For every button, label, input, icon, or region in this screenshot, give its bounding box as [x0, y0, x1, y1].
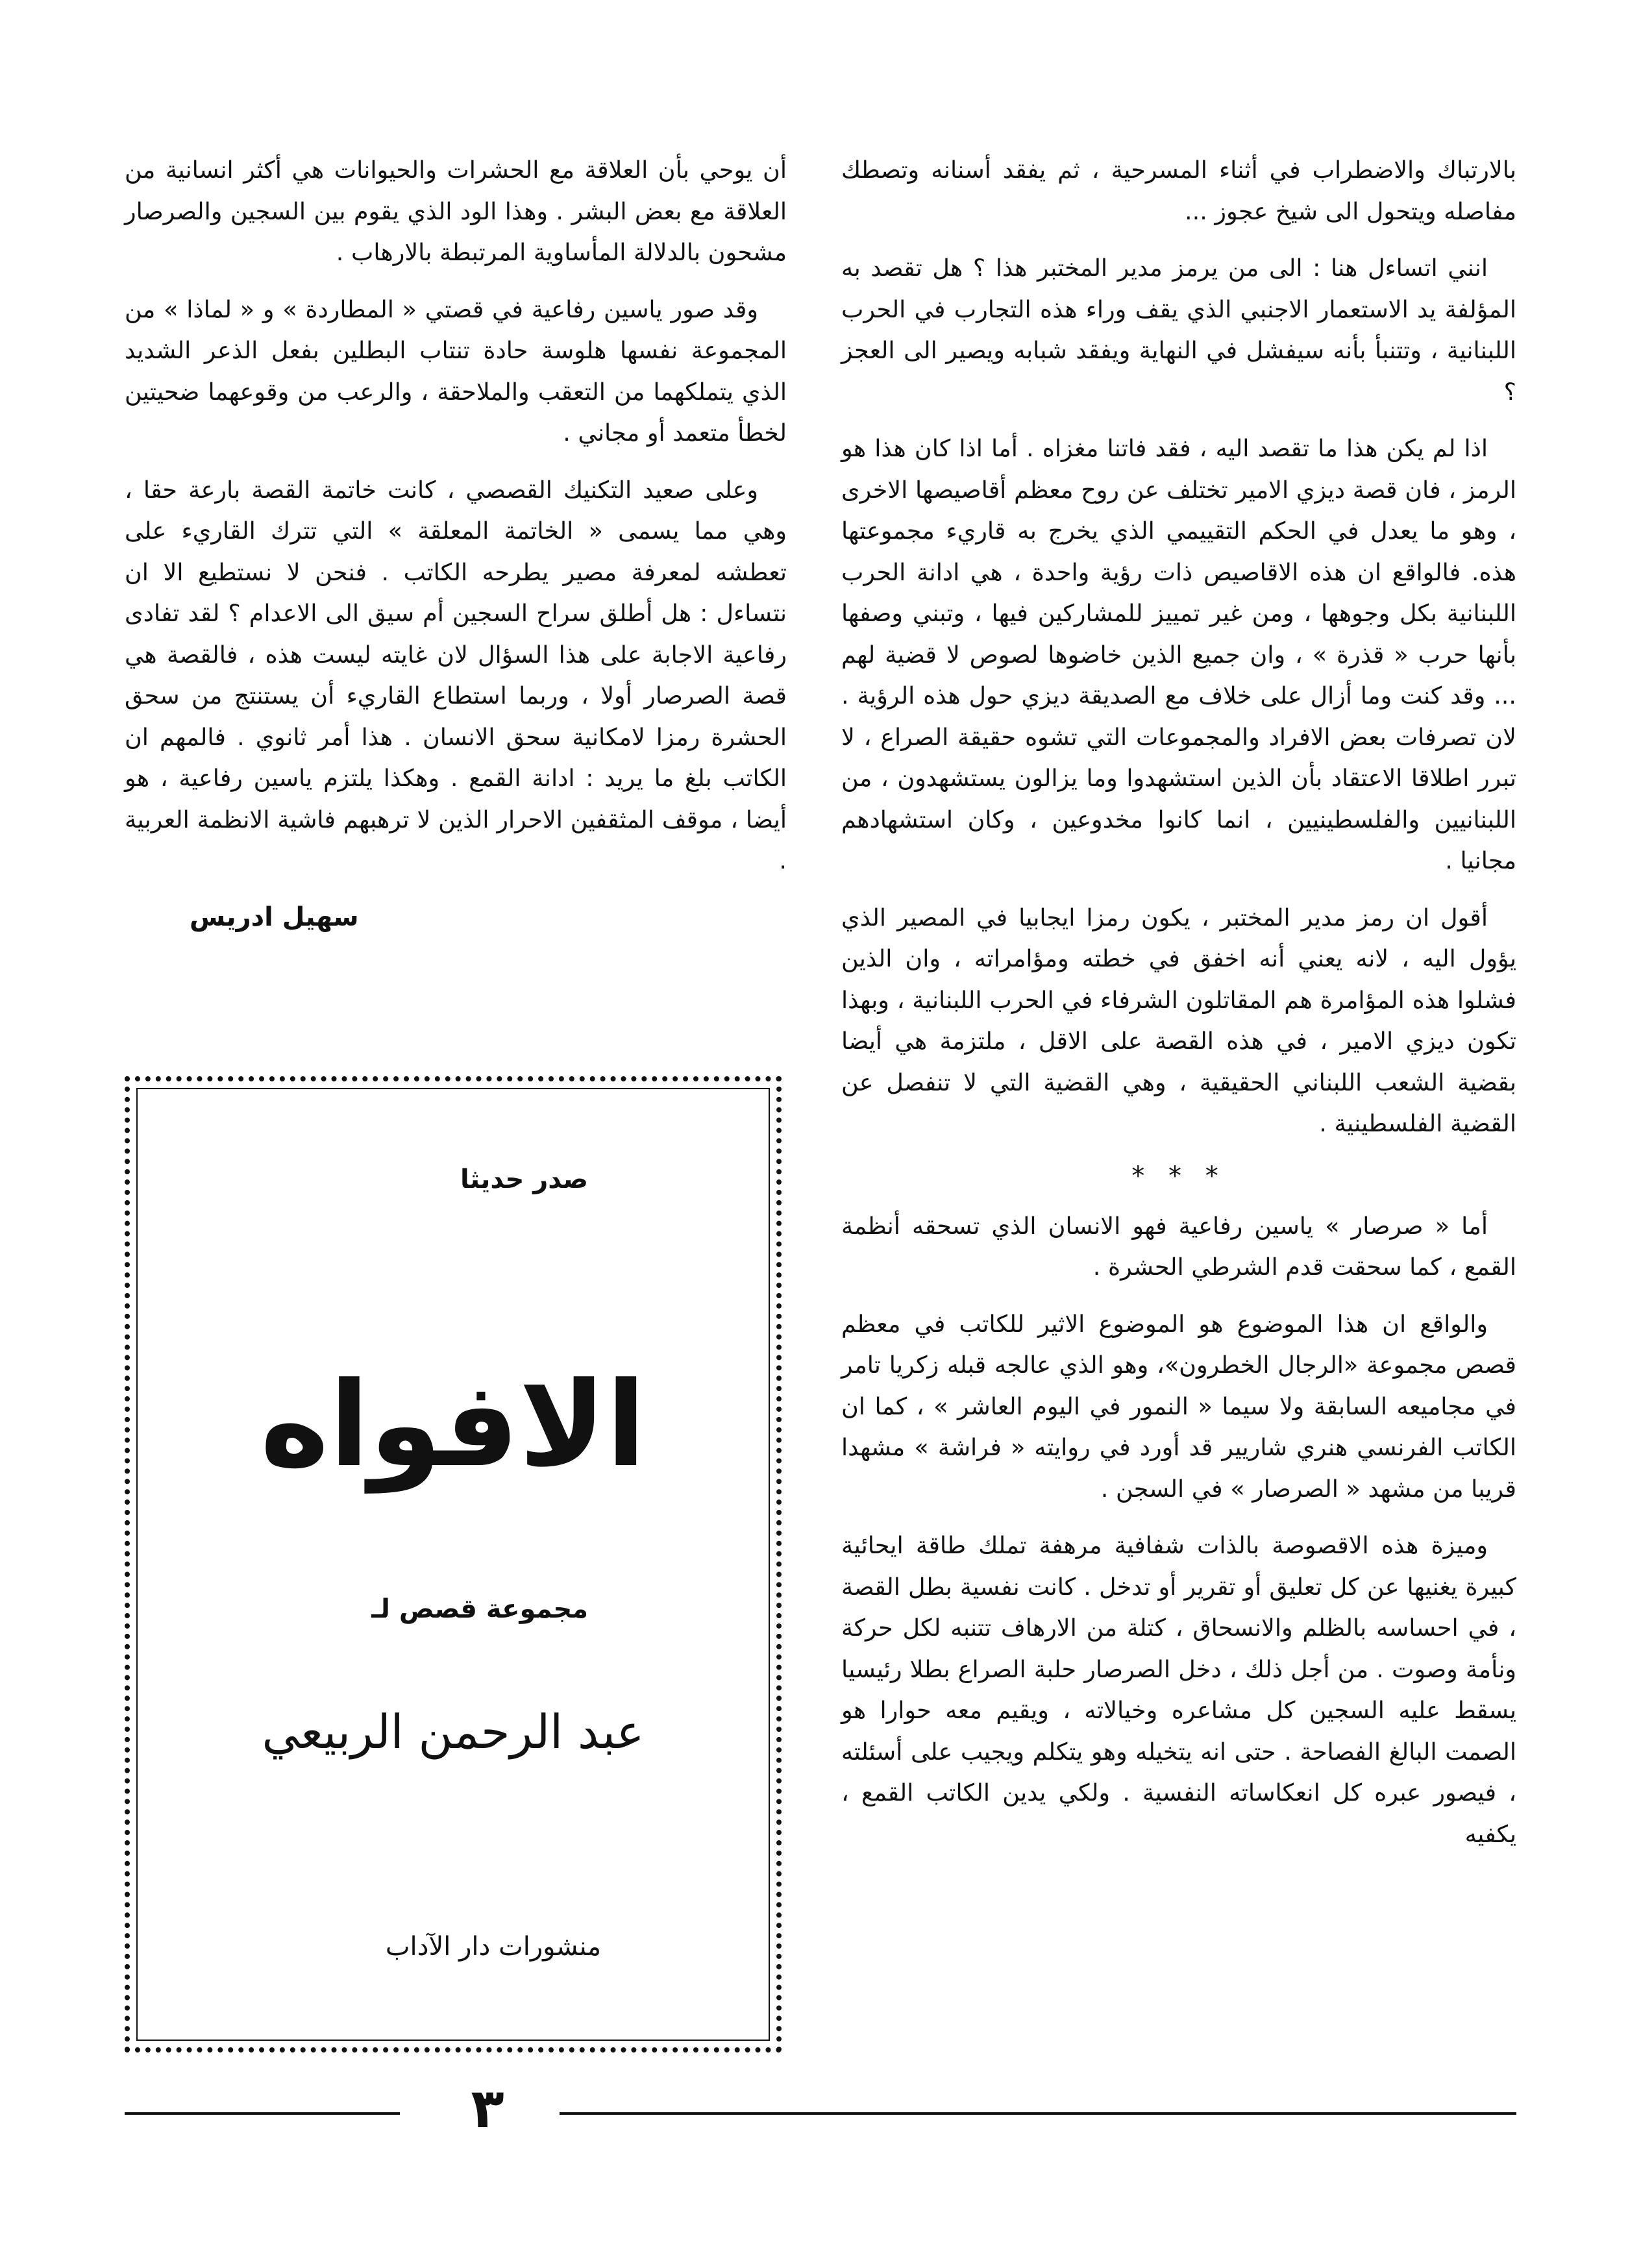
article-paragraph: وميزة هذه الاقصوصة بالذات شفافية مرهفة تملك طاقة ايحائية كبيرة يغنيها عن كل تعليق أو تقرير أو تدخل . كانت نفسية بطل القصة ، في احساسه بالظلم والانسحاق ، كتلة من الارهاف تتنبه لكل حركة ونأمة وصوت . من أجل ذلك ، دخل الصرصار حلبة الصراع بطلا رئيسيا يسقط عليه السجين كل مشاعره وخيالاته ، ويقيم معه حوارا هو الصمت البالغ الفصاحة . حتى انه يتخيله وهو يتكلم ويجيب على أسئلته ، فيصور عبره كل انعكاساته النفسية . ولكي يدين الكاتب القمع ، يكفيه: [841, 1531, 1516, 1848]
ad-subtitle: مجموعة قصص لـ: [371, 1594, 588, 1624]
ad-issued-label: صدر حديثا: [460, 1165, 588, 1194]
article-paragraph: اذا لم يكن هذا ما تقصد اليه ، فقد فاتنا مغزاه . أما اذا كان هذا هو الرمز ، فان قصة ديزي الامير تختلف عن روح معظم أقاصيصها الاخرى ، وهو ما يعدل في الحكم التقييمي الذي يخرج به قاريء مجموعتها هذه. فالواقع ان هذه الاقاصيص ذات رؤية واحدة ، هي ادانة الحرب اللبنانية بكل وجوهها ، ومن غير تمييز للمشاركين فيها ، وتبني وصفها بأنها حرب « قذرة » ، وان جميع الذين خاضوها لصوص لا قضية لهم ... وقد كنت وما أزال على خلاف مع الصديقة ديزي حول هذه الرؤية . لان تصرفات بعض الافراد والمجموعات التي تشوه حقيقة الصراع ، لا تبرر اطلاقا الاعتقاد بأن الذين استشهدوا وما يزالون يستشهدون ، من اللبنانيين والفلسطينيين ، انما كانوا مخدوعين ، وكان استشهادهم مجانيا .: [841, 434, 1516, 874]
page-number: ٣: [471, 2077, 504, 2140]
article-right-column: [841, 149, 1516, 1870]
ad-author-name: عبد الرحمن الربيعي: [262, 1705, 645, 1759]
ad-book-title: الافواه: [260, 1357, 647, 1493]
article-paragraph: أما « صرصار » ياسين رفاعية فهو الانسان الذي تسحقه أنظمة القمع ، كما سحقت قدم الشرطي الحشرة .: [841, 1211, 1516, 1281]
article-paragraph: وقد صور ياسين رفاعية في قصتي « المطاردة » و « لماذا » من المجموعة نفسها هلوسة حادة تنتاب البطلين بفعل الذعر الشديد الذي يتملكهما من التعقب والملاحقة ، والرعب من وقوعهما ضحيتين لخطأ متعمد أو مجاني .: [125, 295, 787, 447]
article-paragraph: أن يوحي بأن العلاقة مع الحشرات والحيوانات هي أكثر انسانية من العلاقة مع بعض البشر . وهذا الود الذي يقوم بين السجين والصرصار مشحون بالدلالة المأساوية المرتبطة بالارهاب .: [125, 156, 787, 266]
footer-rule-right: [560, 2112, 1516, 2115]
section-separator: * * *: [1131, 1161, 1226, 1191]
ad-publisher: منشورات دار الآداب: [385, 1932, 601, 1962]
author-signature: سهيل ادريس: [190, 902, 359, 932]
article-paragraph: والواقع ان هذا الموضوع هو الموضوع الاثير للكاتب في معظم قصص مجموعة «الرجال الخطرون»، وهو الذي عالجه قبله زكريا تامر في مجاميعه السابقة ولا سيما « النمور في اليوم العاشر » ، كما ان الكاتب الفرنسي هنري شاريير قد أورد في روايته « فراشة » مشهدا قريبا من مشهد « الصرصار » في السجن .: [841, 1309, 1516, 1503]
footer-rule-left: [125, 2112, 400, 2115]
article-paragraph: أقول ان رمز مدير المختبر ، يكون رمزا ايجابيا في المصير الذي يؤول اليه ، لانه يعني أنه اخفق في خطته ومؤامراته ، وان الذين فشلوا هذه المؤامرة هم المقاتلون الشرفاء في الحرب اللبنانية ، وبهذا تكون ديزي الامير ، في هذه القصة على الاقل ، ملتزمة هي أيضا بقضية الشعب اللبناني الحقيقية ، وهي القضية التي لا تنفصل عن القضية الفلسطينية .: [841, 903, 1516, 1137]
article-paragraph: وعلى صعيد التكنيك القصصي ، كانت خاتمة القصة بارعة حقا ، وهي مما يسمى « الخاتمة المعلقة » التي تترك القاريء على تعطشه لمعرفة مصير يطرحه الكاتب . فنحن لا نستطيع الا ان نتساءل : هل أطلق سراح السجين أم سيق الى الاعدام ؟ لقد تفادى رفاعية الاجابة على هذا السؤال لان غايته ليست هذه ، فالقصة هي قصة الصرصار أولا ، وربما استطاع القاريء أن يستنتج من سحق الحشرة رمزا لامكانية سحق الانسان . هذا أمر ثانوي . فالمهم ان الكاتب بلغ ما يريد : ادانة القمع . وهكذا يلتزم ياسين رفاعية ، هو أيضا ، موقف المثقفين الاحرار الذين لا ترهبهم فاشية الانظمة العربية .: [125, 475, 787, 874]
article-left-column: [125, 149, 787, 938]
article-paragraph: انني اتساءل هنا : الى من يرمز مدير المختبر هذا ؟ هل تقصد به المؤلفة يد الاستعمار الاجنبي الذي يقف وراء هذه التجارب في الحرب اللبنانية ، وتتنبأ بأنه سيفشل في النهاية ويفقد شبابه ويصير الى العجز ؟: [841, 254, 1516, 406]
article-paragraph: بالارتباك والاضطراب في أثناء المسرحية ، ثم يفقد أسنانه وتصطك مفاصله ويتحول الى شيخ عجوز ...: [841, 156, 1516, 225]
book-advertisement: [125, 1076, 782, 2052]
